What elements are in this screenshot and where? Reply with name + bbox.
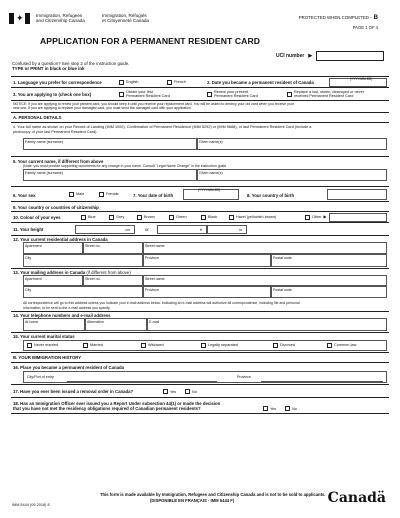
q4-given-name-input[interactable]: Given name(s) <box>197 138 387 150</box>
q18-row <box>11 398 389 414</box>
q15-never-married[interactable]: Never married <box>27 343 58 348</box>
q6-male[interactable]: Male <box>69 192 84 197</box>
header <box>8 11 392 35</box>
canada-wordmark: Canadä <box>327 490 386 506</box>
q12-province-input[interactable]: Province <box>143 254 271 267</box>
q12-street-no-input[interactable]: Street no. <box>83 242 143 254</box>
q16-label: 16. Place you became a permanent resident of Canada <box>13 365 125 371</box>
q16-city-label: City/Port of entry <box>27 375 54 380</box>
q1-french[interactable]: French <box>167 80 186 85</box>
q11-ft-input[interactable]: ft <box>157 225 207 234</box>
q13-city-input[interactable]: City <box>23 286 143 298</box>
notice-text: NOTICE: If you are applying to renew your present card, you should keep it until you receive your replacement card. You will be asked to destroy your old card when you receive your new one. If you are applying to replace your damaged card, you must send the damaged card with your application. <box>13 102 294 111</box>
q6-label: 6. Your sex <box>13 193 36 199</box>
q10-black[interactable]: Black <box>201 215 217 220</box>
q4-row <box>11 123 389 157</box>
q12-row <box>11 236 389 269</box>
q5-given-name-input[interactable]: Given name(s) <box>197 169 387 181</box>
instructions: Confused by a question? See step 2 of the instruction guide. TYPE or PRINT in black or blue ink <box>12 61 130 72</box>
q12-apartment-input[interactable]: Apartment <box>23 242 83 254</box>
q3-label: 3. You are applying to (check one box) <box>13 92 92 97</box>
q4-family-name-input[interactable]: Family name (surname) <box>23 138 197 150</box>
q13-street-no-input[interactable]: Street no. <box>83 275 143 286</box>
q16-province-label: Province <box>237 375 251 380</box>
footer-notice: This form is made available by Immigration, Refugees and Citizenship Canada and is not to be sold to applicants. <box>100 492 326 497</box>
form-number: IMM 5444 (09-2018) E <box>12 503 50 507</box>
q18-no[interactable]: No <box>285 406 297 411</box>
q16-city-input[interactable] <box>67 373 217 382</box>
q14-home-phone-input[interactable]: At home <box>23 318 85 331</box>
q10-row <box>11 212 389 223</box>
q15-divorced[interactable]: Divorced <box>273 343 295 348</box>
q2-label: 2. Date you became a permanent resident of Canada <box>207 80 314 85</box>
q12-street-name-input[interactable]: Street name <box>143 242 387 254</box>
q13-postal-input[interactable]: Postal code <box>271 286 387 298</box>
q3-first-card[interactable]: Obtain your first Permanent Resident Card <box>119 90 170 98</box>
uci-field: UCI number ▶ <box>276 51 384 61</box>
q10-label: 10. Colour of your eyes <box>13 215 61 221</box>
q17-no[interactable]: No <box>185 389 197 394</box>
uci-input[interactable] <box>316 51 384 61</box>
q10-brown[interactable]: Brown <box>137 215 155 220</box>
q15-legally-separated[interactable]: Legally separated <box>201 343 238 348</box>
q14-email-input[interactable]: E-mail <box>147 318 387 331</box>
q13-apartment-input[interactable]: Apartment <box>23 275 83 286</box>
q10-other[interactable]: Other ▶ <box>305 215 326 220</box>
q3-row <box>11 88 389 101</box>
q2-date-input[interactable]: (YYYY-MM-DD) <box>329 78 387 87</box>
q6-female[interactable]: Female <box>99 192 119 197</box>
q18-label: 18. Has an Immigration Officer ever issued you a Report Under subsection 44(1) or made the decision that you have not met the residency obligations required of Canadian permanent residents? <box>13 401 221 412</box>
q11-in-input[interactable]: in <box>207 225 247 234</box>
page-title: APPLICATION FOR A PERMANENT RESIDENT CARD <box>40 36 261 46</box>
q8-country-input[interactable] <box>327 189 387 200</box>
q15-widowed[interactable]: Widowed <box>141 343 164 348</box>
q16-row <box>11 363 389 385</box>
q13-note: All correspondence will go to this address unless you indicate your e-mail address below. Indicating an e-mail address will authorize all correspondence, including file and personal information, to be sent to the e-mail address you specify. <box>23 301 300 310</box>
q14-row <box>11 312 389 333</box>
protected-label: PROTECTED WHEN COMPLETED - B <box>298 15 378 21</box>
q3-replace-card[interactable]: Replace a lost, stolen, destroyed or never received Permanent Resident Card <box>287 90 364 98</box>
q12-label: 12. Your current residential address in Canada <box>13 237 108 243</box>
canada-flag-icon: ✦ <box>9 13 30 24</box>
q18-yes[interactable]: Yes <box>263 406 276 411</box>
q17-label: 17. Have you ever been issued a removal order in Canada? <box>13 389 134 395</box>
q14-label: 14. Your telephone numbers and e-mail address <box>13 313 111 319</box>
q14-alt-phone-input[interactable]: Alternative <box>85 318 147 331</box>
q6-q8-row <box>11 187 389 202</box>
q11-or: or <box>145 227 149 233</box>
q11-label: 11. Your height <box>13 227 44 233</box>
q10-green[interactable]: Green <box>169 215 187 220</box>
q3-renew-card[interactable]: Renew your present Permanent Resident Card <box>207 90 258 98</box>
q1-english[interactable]: English <box>119 80 138 85</box>
section-a-heading: A. PERSONAL DETAILS <box>11 113 389 123</box>
q9-label: 9. Your country or countries of citizenship <box>13 205 99 211</box>
q8-label: 8. Your country of birth <box>247 193 295 199</box>
section-b-heading: B. YOUR IMMIGRATION HISTORY <box>11 353 389 363</box>
q1-q2-row <box>11 77 389 88</box>
page-number: PAGE 1 OF 4 <box>352 25 378 30</box>
q16-province-input[interactable] <box>261 373 383 382</box>
q13-street-name-input[interactable]: Street name <box>143 275 387 286</box>
q10-other-input[interactable] <box>329 213 387 222</box>
q17-yes[interactable]: Yes <box>163 389 176 394</box>
q15-label: 15. Your current marital status <box>13 334 75 340</box>
q17-row <box>11 385 389 398</box>
q5-family-name-input[interactable]: Family name (surname) <box>23 169 197 181</box>
q5-label: 5. Your current name, if different from above <box>13 159 104 165</box>
q13-label: 13. Your mailing address in Canada (if different from above) <box>13 270 131 276</box>
q10-grey[interactable]: Grey <box>109 215 124 220</box>
q11-cm-input[interactable]: cm <box>75 225 135 234</box>
q13-province-input[interactable]: Province <box>143 286 271 298</box>
q9-row <box>11 202 389 212</box>
q10-hazel[interactable]: Hazel (yellowish-brown) <box>229 215 276 220</box>
q15-row <box>11 333 389 353</box>
q5-row <box>11 157 389 187</box>
footer-french-note: (DISPONIBLE EN FRANÇAIS - IMM 5444 F) <box>150 498 235 503</box>
q15-common-law[interactable]: Common-law <box>327 343 356 348</box>
q7-label: 7. Your date of birth <box>133 193 174 199</box>
q1-label: 1. Language you prefer for correspondence <box>13 80 102 85</box>
q15-married[interactable]: Married <box>83 343 103 348</box>
q12-city-input[interactable]: City <box>23 254 143 267</box>
q5-note: (Note: you must provide supporting documents for any change in your name. Consult "Legal Name Change" in the instruction guide <box>23 164 227 169</box>
form-body <box>11 76 389 414</box>
q13-row <box>11 269 389 312</box>
notice-row <box>11 101 389 113</box>
q7-dob-input[interactable]: (YYYY-MM-DD) <box>183 189 239 200</box>
department-name-fr: Immigration, Réfugiés et Citoyenneté Canada <box>102 13 149 24</box>
department-name-en: Immigration, Refugees and Citizenship Canada <box>36 13 85 24</box>
q4-label: 4. Your full name as shown on your Record of Landing (IMM 1000), Confirmation of Permanent Residence (IMM 5292) or (IMM 5688), or last Permanent Resident Card (include a photocopy of your last Permanent Resident Card). <box>13 125 312 134</box>
q12-postal-input[interactable]: Postal code <box>271 254 387 267</box>
q11-row <box>11 223 389 236</box>
q10-blue[interactable]: Blue <box>81 215 96 220</box>
